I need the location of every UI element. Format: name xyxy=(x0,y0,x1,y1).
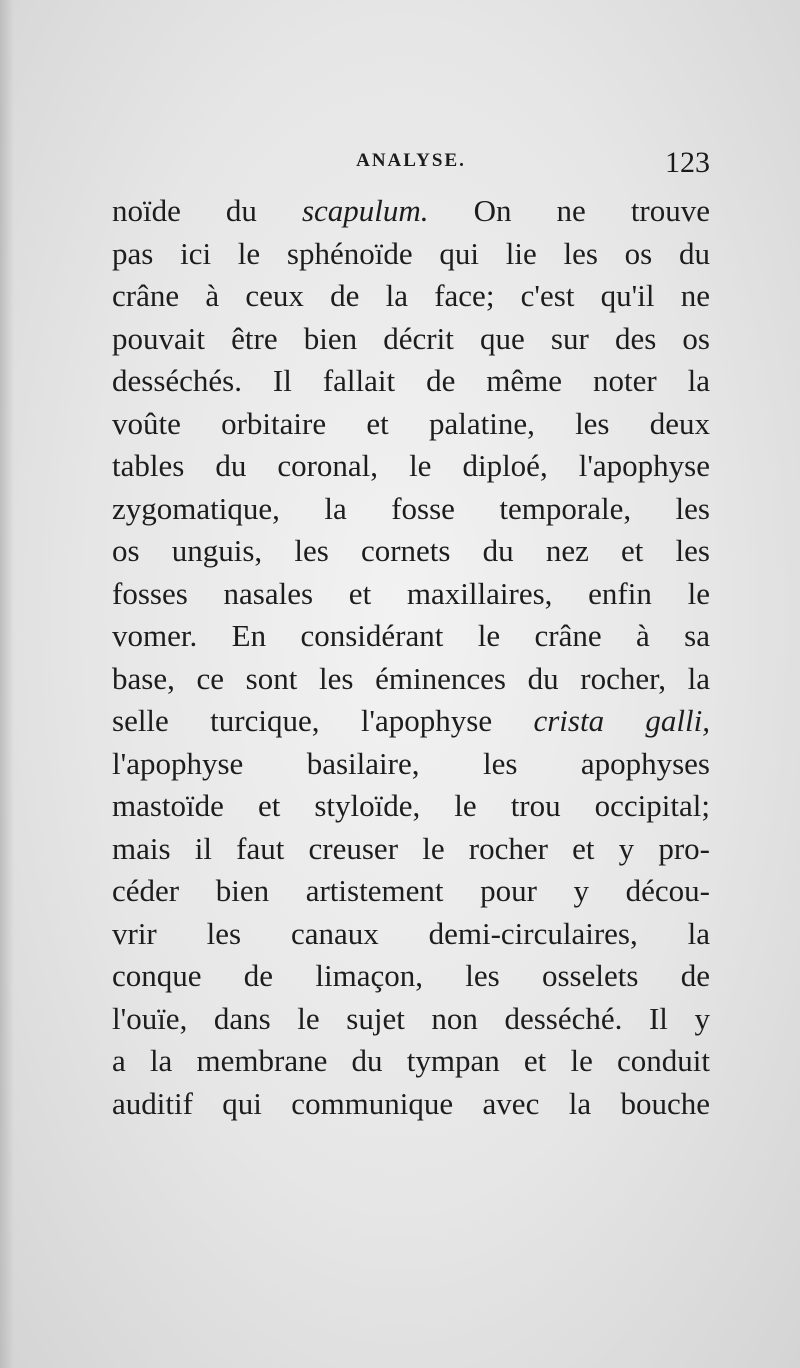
text-line: desséchés. Il fallait de même noter la xyxy=(112,363,710,398)
text-line: vomer. En considérant le crâne à sa xyxy=(112,618,710,653)
text-line: pouvait être bien décrit que sur des os xyxy=(112,320,710,356)
text-line: pas ici le sphénoïde qui lie les os du xyxy=(112,235,710,271)
text-line: fosses nasales et maxillaires, enfin le xyxy=(112,575,710,611)
text-line: crâne à ceux de la face; c'est qu'il ne xyxy=(112,278,710,313)
text-line: selle turcique, l'apophyse crista galli, xyxy=(112,703,710,738)
text-line: mais il faut creuser le rocher et y pro- xyxy=(112,830,710,866)
text-line: os unguis, les cornets du nez et les xyxy=(112,533,710,568)
text-line: auditif qui communique avec la bouche xyxy=(112,1085,710,1121)
body-text xyxy=(112,190,710,1125)
running-head-title: ANALYSE. xyxy=(356,150,466,171)
text-line: vrir les canaux demi-circulaires, la xyxy=(112,915,710,951)
text-line: l'ouïe, dans le sujet non desséché. Il y xyxy=(112,1000,710,1036)
text-line: mastoïde et styloïde, le trou occipital; xyxy=(112,788,710,823)
italic-term: crista galli, xyxy=(533,703,710,738)
text-line: zygomatique, la fosse temporale, les xyxy=(112,490,710,526)
page-number: 123 xyxy=(665,146,710,179)
text-line: céder bien artistement pour y décou- xyxy=(112,873,710,908)
text-line: base, ce sont les éminences du rocher, la xyxy=(112,660,710,696)
text-line: voûte orbitaire et palatine, les deux xyxy=(112,405,710,441)
text-line: l'apophyse basilaire, les apophyses xyxy=(112,745,710,781)
text-line: conque de limaçon, les osselets de xyxy=(112,958,710,993)
text-line: noïde du scapulum. On ne trouve xyxy=(112,193,710,228)
text-line: a la membrane du tympan et le conduit xyxy=(112,1043,710,1078)
text-line: tables du coronal, le diploé, l'apophyse xyxy=(112,448,710,483)
running-head xyxy=(112,146,710,186)
page-edge-shadow xyxy=(0,0,14,1368)
italic-term: scapulum. xyxy=(301,193,429,228)
